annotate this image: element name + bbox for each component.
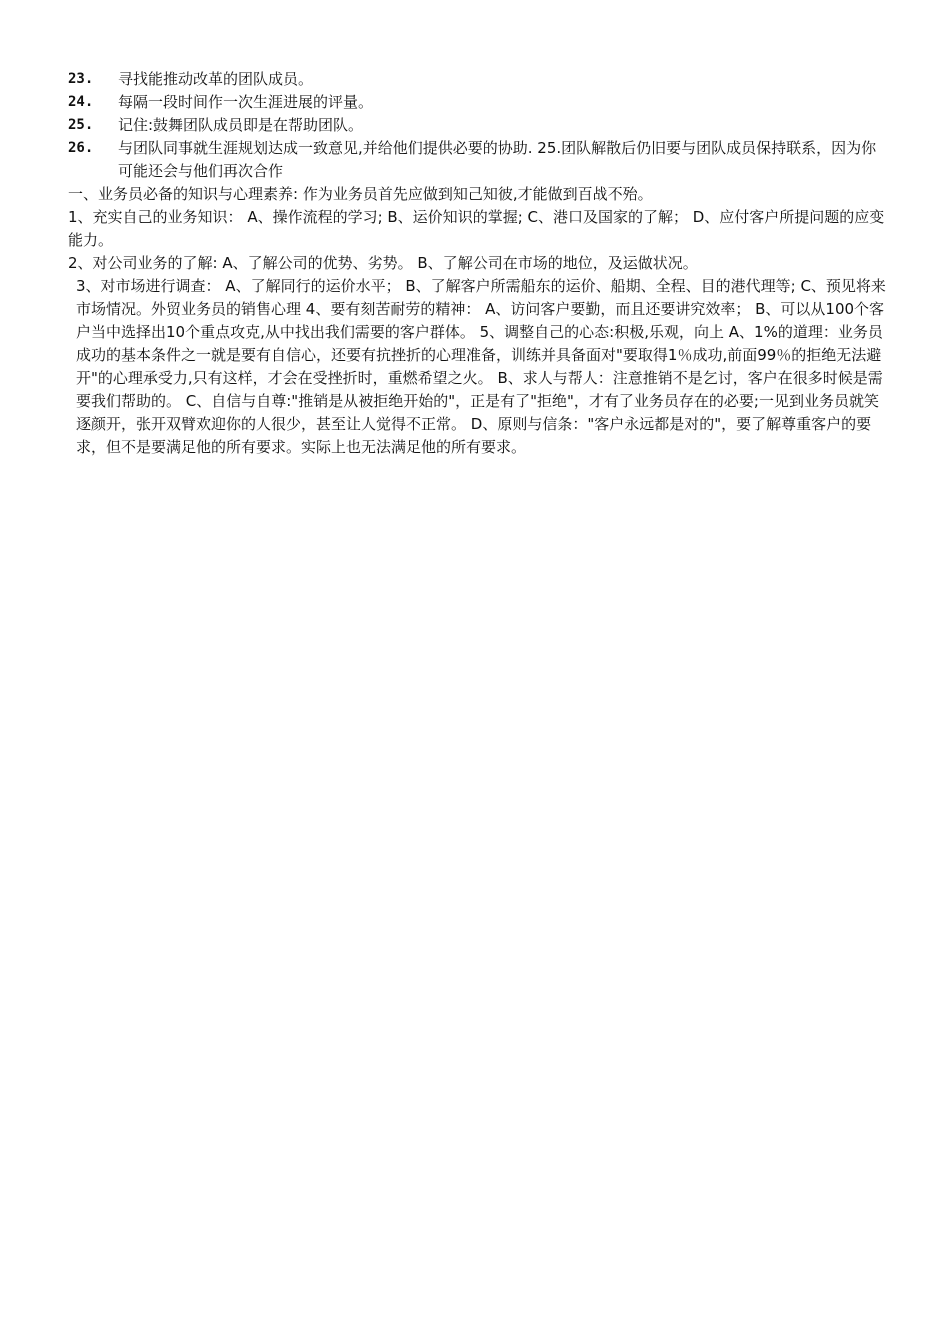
document-page <box>68 68 890 459</box>
list-text: 每隔一段时间作一次生涯进展的评量。 <box>118 93 374 111</box>
paragraph-business-knowledge: 1、充实自己的业务知识： A、操作流程的学习; B、运价知识的掌握; C、港口及国家的了解； D、应付客户所提问题的应变能力。 <box>68 208 885 249</box>
paragraph-company-understanding: 2、对公司业务的了解: A、了解公司的优势、劣势。 B、了解公司在市场的地位，及运做状况。 <box>68 254 698 272</box>
section-heading-knowledge: 一、业务员必备的知识与心理素养: 作为业务员首先应做到知己知彼,才能做到百战不殆。 <box>68 185 653 203</box>
list-item-25 <box>68 114 890 137</box>
list-item-24 <box>68 91 890 114</box>
list-text: 与团队同事就生涯规划达成一致意见,并给他们提供必要的协助. 25.团队解散后仍旧要与团队成员保持联系，因为你可能还会与他们再次合作 <box>118 139 877 180</box>
list-text: 寻找能推动改革的团队成员。 <box>118 70 314 88</box>
list-text: 记住:鼓舞团队成员即是在帮助团队。 <box>118 116 364 134</box>
list-number: 25. <box>68 117 94 133</box>
list-item-26 <box>68 137 890 183</box>
list-item-23 <box>68 68 890 91</box>
list-number: 26. <box>68 140 94 156</box>
paragraph-market-research: 3、对市场进行调查： A、了解同行的运价水平； B、了解客户所需船东的运价、船期、全程、目的港代理等; C、预见将来市场情况。外贸业务员的销售心理 4、要有刻苦耐劳的精神： A、访问客户要勤，而且还要讲究效率； B、可以从100个客户当中选择出10个重点攻克,从中找出我们需要的客户群体。 5、调整自己的心态:积极,乐观，向上 A、1%的道理：业务员成功的基本条件之一就是要有自信心，还要有抗挫折的心理准备，训练并具备面对"要取得1％成功,前面99％的拒绝无法避开"的心理承受力,只有这样，才会在受挫折时，重燃希望之火。 B、求人与帮人：注意推销不是乞讨，客户在很多时候是需要我们帮助的。 C、自信与自尊:"推销是从被拒绝开始的"，正是有了"拒绝"，才有了业务员存在的必要;一见到业务员就笑逐颜开，张开双臂欢迎你的人很少，甚至让人觉得不正常。 D、原则与信条："客户永远都是对的"，要了解尊重客户的要求，但不是要满足他的所有要求。实际上也无法满足他的所有要求。 <box>76 277 886 456</box>
list-number: 23. <box>68 71 94 87</box>
list-number: 24. <box>68 94 94 110</box>
